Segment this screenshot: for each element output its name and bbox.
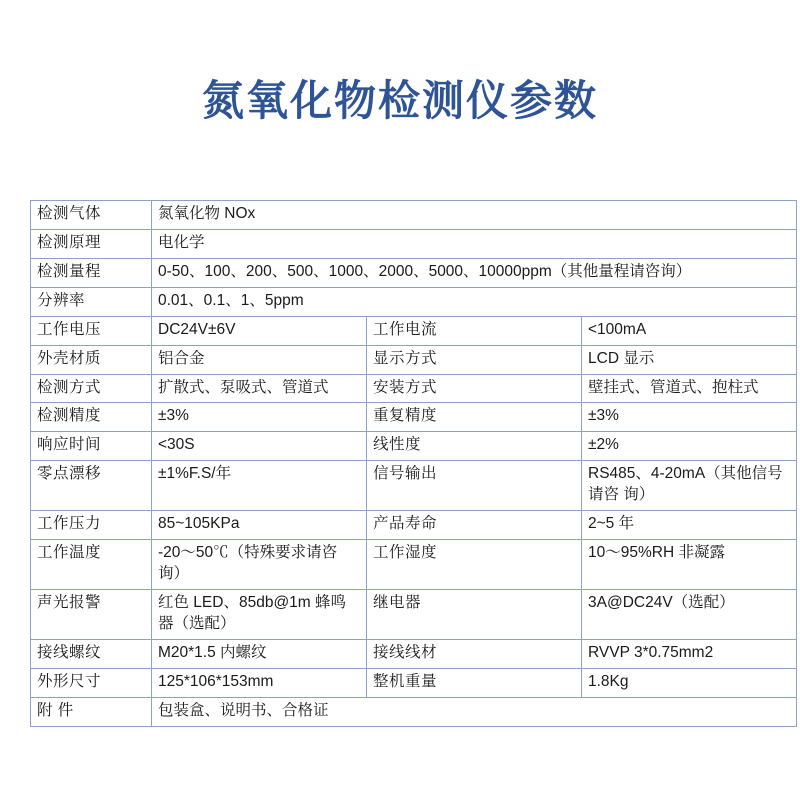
- row-value-secondary: ±3%: [582, 403, 797, 432]
- row-label: 检测气体: [31, 201, 152, 230]
- row-value-secondary: RS485、4-20mA（其他信号请咨 询）: [582, 461, 797, 511]
- page-title: 氮氧化物检测仪参数: [201, 77, 598, 124]
- row-value-secondary: RVVP 3*0.75mm2: [582, 639, 797, 668]
- row-value: 氮氧化物 NOx: [152, 201, 797, 230]
- row-value: 0.01、0.1、1、5ppm: [152, 287, 797, 316]
- row-value: 电化学: [152, 229, 797, 258]
- table-row: [31, 668, 797, 697]
- row-label: 响应时间: [31, 432, 152, 461]
- table-row: [31, 697, 797, 726]
- row-value: 铝合金: [152, 345, 367, 374]
- row-label-secondary: 工作电流: [367, 316, 582, 345]
- row-label-secondary: 显示方式: [367, 345, 582, 374]
- table-row: [31, 403, 797, 432]
- row-value: M20*1.5 内螺纹: [152, 639, 367, 668]
- spec-table-body: [31, 201, 797, 727]
- row-value: DC24V±6V: [152, 316, 367, 345]
- row-label: 检测方式: [31, 374, 152, 403]
- row-label: 分辨率: [31, 287, 152, 316]
- row-value: 红色 LED、85db@1m 蜂鸣器（选配）: [152, 589, 367, 639]
- row-value: 包装盒、说明书、合格证: [152, 697, 797, 726]
- row-label-secondary: 信号输出: [367, 461, 582, 511]
- table-row: [31, 201, 797, 230]
- table-row: [31, 432, 797, 461]
- table-row: [31, 316, 797, 345]
- table-row: [31, 461, 797, 511]
- row-value: 85~105KPa: [152, 511, 367, 540]
- row-value: -20～50℃（特殊要求请咨询）: [152, 540, 367, 590]
- row-label: 检测精度: [31, 403, 152, 432]
- row-value-secondary: ±2%: [582, 432, 797, 461]
- row-label-secondary: 产品寿命: [367, 511, 582, 540]
- row-label: 外壳材质: [31, 345, 152, 374]
- table-row: [31, 345, 797, 374]
- row-value-secondary: 壁挂式、管道式、抱柱式: [582, 374, 797, 403]
- row-value: ±3%: [152, 403, 367, 432]
- row-value: 125*106*153mm: [152, 668, 367, 697]
- row-label-secondary: 安装方式: [367, 374, 582, 403]
- row-label: 工作压力: [31, 511, 152, 540]
- row-label: 工作温度: [31, 540, 152, 590]
- row-value-secondary: 3A@DC24V（选配）: [582, 589, 797, 639]
- row-label-secondary: 工作湿度: [367, 540, 582, 590]
- row-label: 检测量程: [31, 258, 152, 287]
- table-row: [31, 374, 797, 403]
- row-value: 扩散式、泵吸式、管道式: [152, 374, 367, 403]
- row-value: ±1%F.S/年: [152, 461, 367, 511]
- row-label: 工作电压: [31, 316, 152, 345]
- row-label-secondary: 接线线材: [367, 639, 582, 668]
- row-value: 0-50、100、200、500、1000、2000、5000、10000ppm（其他量程请咨询）: [152, 258, 797, 287]
- row-value: <30S: [152, 432, 367, 461]
- row-label-secondary: 线性度: [367, 432, 582, 461]
- spec-table-container: [30, 200, 783, 727]
- row-value-secondary: 2~5 年: [582, 511, 797, 540]
- row-label-secondary: 继电器: [367, 589, 582, 639]
- row-label: 检测原理: [31, 229, 152, 258]
- table-row: [31, 540, 797, 590]
- row-value-secondary: LCD 显示: [582, 345, 797, 374]
- row-value-secondary: 10～95%RH 非凝露: [582, 540, 797, 590]
- row-value-secondary: 1.8Kg: [582, 668, 797, 697]
- row-value-secondary: <100mA: [582, 316, 797, 345]
- row-label: 外形尺寸: [31, 668, 152, 697]
- row-label: 声光报警: [31, 589, 152, 639]
- table-row: [31, 511, 797, 540]
- table-row: [31, 258, 797, 287]
- row-label: 零点漂移: [31, 461, 152, 511]
- table-row: [31, 287, 797, 316]
- row-label: 接线螺纹: [31, 639, 152, 668]
- table-row: [31, 229, 797, 258]
- row-label-secondary: 重复精度: [367, 403, 582, 432]
- table-row: [31, 589, 797, 639]
- table-row: [31, 639, 797, 668]
- row-label: 附 件: [31, 697, 152, 726]
- spec-table: [30, 200, 797, 727]
- row-label-secondary: 整机重量: [367, 668, 582, 697]
